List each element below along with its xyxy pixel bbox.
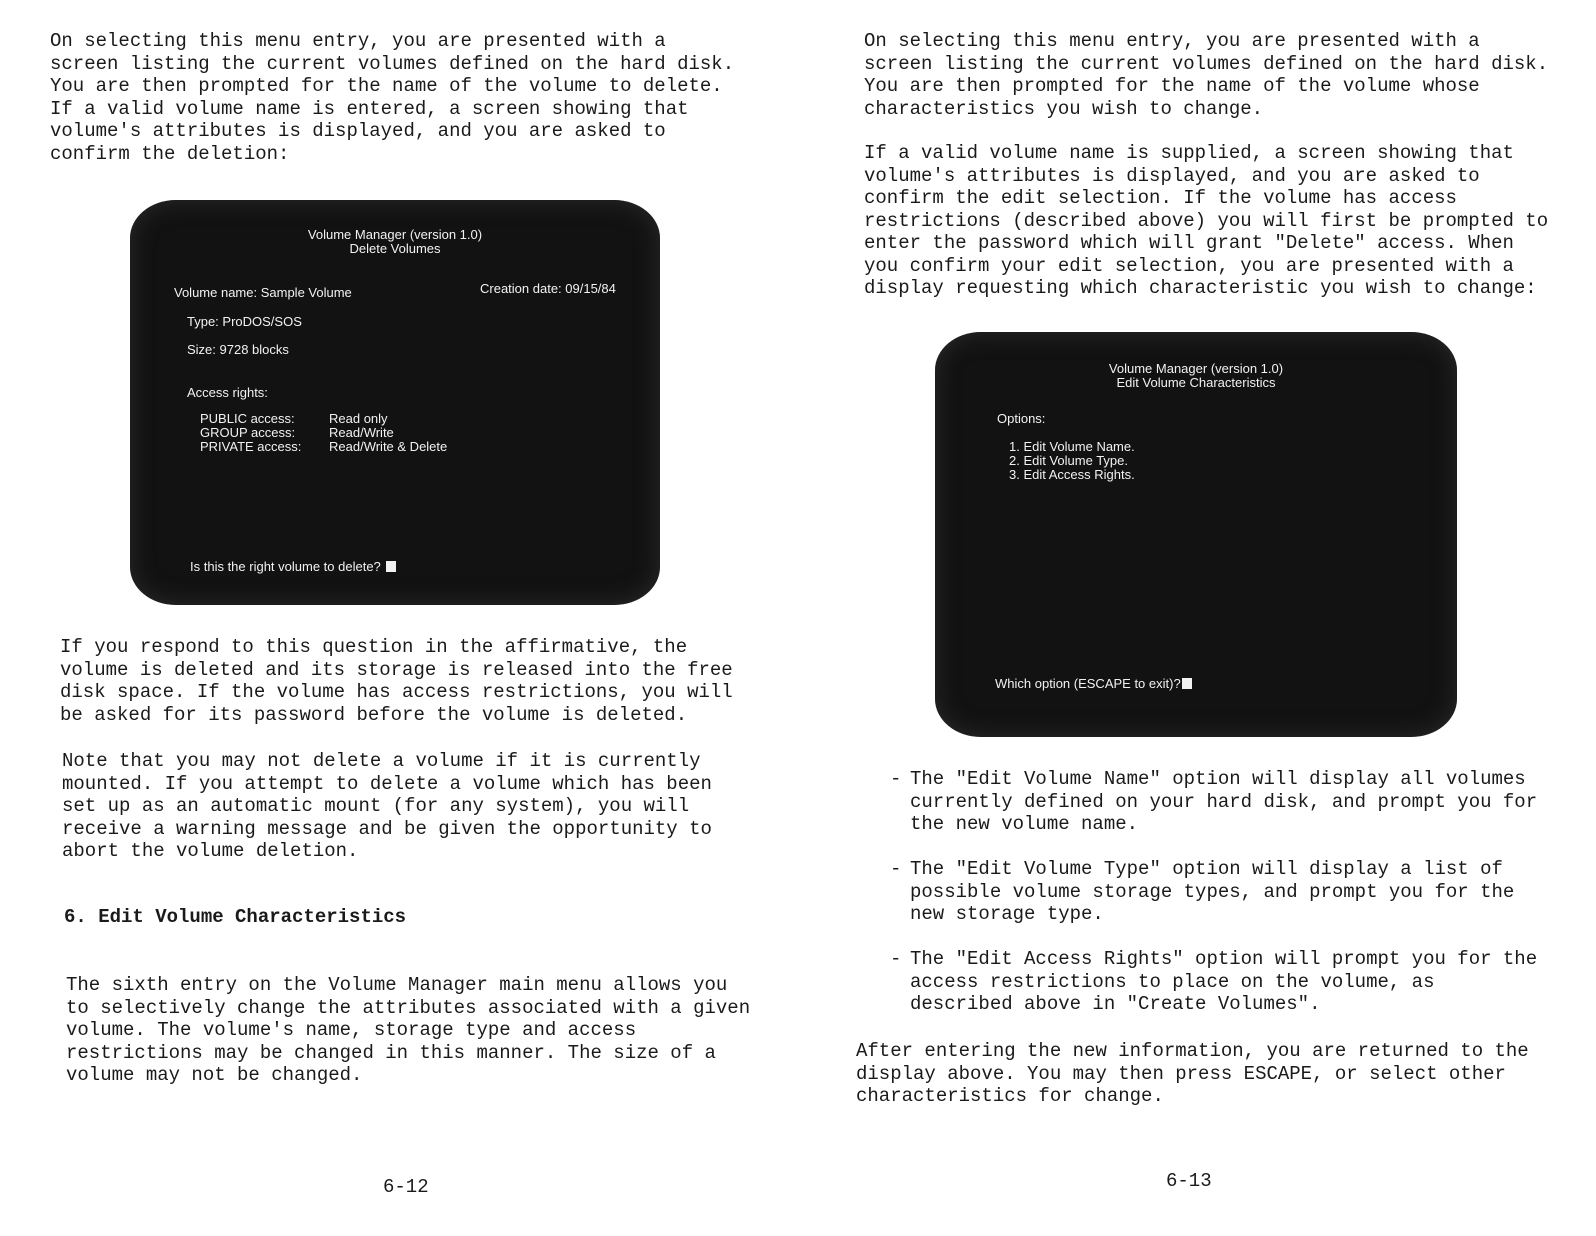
volume-name-label: Volume name: Sample Volume (174, 285, 352, 300)
creation-date-label: Creation date: 09/15/84 (480, 281, 616, 296)
list-dash: - (890, 768, 902, 790)
delete-volumes-screen (130, 200, 660, 605)
option-item-1: 1. Edit Volume Name. (1009, 439, 1135, 454)
access-who-private: PRIVATE access: (200, 439, 302, 454)
access-right-group: Read/Write (329, 425, 394, 440)
edit-characteristics-screen (935, 332, 1457, 737)
paragraph-4: The sixth entry on the Volume Manager main menu allows you to selectively change the attributes associated with a given volume. The volume's name, storage type and access restrictions may be changed in this manner. The size of a volume may not be changed. (66, 974, 751, 1086)
access-who-group: GROUP access: (200, 425, 296, 440)
page-number: 6-13 (1166, 1170, 1212, 1192)
cursor-block (386, 561, 396, 572)
list-item (890, 948, 1550, 1018)
paragraph-1: On selecting this menu entry, you are presented with a screen listing the current volumes defined on the hard disk. You are then prompted for the name of the volume whose characteristics you wish to change. (864, 30, 1549, 120)
access-rights-label: Access rights: (187, 385, 268, 400)
list-item-text: The "Edit Volume Type" option will display a list of possible volume storage types, and prompt you for the new storage type. (910, 858, 1515, 925)
section-heading: 6. Edit Volume Characteristics (64, 906, 407, 928)
intro-paragraph: On selecting this menu entry, you are presented with a screen listing the current volumes defined on the hard disk. You are then prompted for the name of the volume to delete. If a valid volume name is entered, a screen showing that volume's attributes is displayed, and you are asked to confirm the deletion: (50, 30, 735, 165)
screen-subtitle: Edit Volume Characteristics (1116, 375, 1276, 390)
page-number: 6-12 (383, 1176, 429, 1198)
paragraph-3: After entering the new information, you are returned to the display above. You may then press ESCAPE, or select other characteristics for change. (856, 1040, 1529, 1107)
size-label: Size: 9728 blocks (187, 342, 289, 357)
cursor-block (1182, 678, 1192, 689)
right-page (790, 0, 1596, 1236)
options-label: Options: (997, 411, 1046, 426)
list-dash: - (890, 858, 902, 880)
type-label: Type: ProDOS/SOS (187, 314, 302, 329)
left-page (0, 0, 790, 1236)
list-item (890, 768, 1550, 838)
access-who-public: PUBLIC access: (200, 411, 295, 426)
paragraph-2: If you respond to this question in the affirmative, the volume is deleted and its storage is released into the free disk space. If the volume has access restrictions, you will be asked for its password before the volume is deleted. (60, 636, 733, 726)
list-item-text: The "Edit Access Rights" option will prompt you for the access restrictions to place on the volume, as described above in "Create Volumes". (910, 948, 1538, 1015)
screen-title: Volume Manager (version 1.0) (1108, 361, 1284, 376)
list-item-text: The "Edit Volume Name" option will display all volumes currently defined on your hard disk, and prompt you for the new volume name. (910, 768, 1538, 835)
option-item-3: 3. Edit Access Rights. (1009, 467, 1135, 482)
paragraph-3: Note that you may not delete a volume if it is currently mounted. If you attempt to delete a volume which has been set up as an automatic mount (for any system), you will receive a warning message and be given the opportunity to abort the volume deletion. (62, 750, 712, 862)
option-prompt: Which option (ESCAPE to exit)? (995, 677, 1192, 691)
paragraph-2: If a valid volume name is supplied, a screen showing that volume's attributes is displayed, and you are asked to confirm the edit selection. If the volume has access restrictions (described above) you will first be prompted to enter the password which will grant "Delete" access. When you confirm your edit selection, you are presented with a display requesting which characteristic you wish to change: (864, 142, 1549, 299)
access-right-private: Read/Write & Delete (329, 439, 448, 454)
list-item (890, 858, 1550, 928)
option-item-2: 2. Edit Volume Type. (1009, 453, 1128, 468)
screen-subtitle: Delete Volumes (349, 241, 441, 256)
list-dash: - (890, 948, 902, 970)
access-right-public: Read only (329, 411, 388, 426)
screen-title: Volume Manager (version 1.0) (307, 227, 483, 242)
delete-prompt: Is this the right volume to delete? (190, 560, 396, 574)
